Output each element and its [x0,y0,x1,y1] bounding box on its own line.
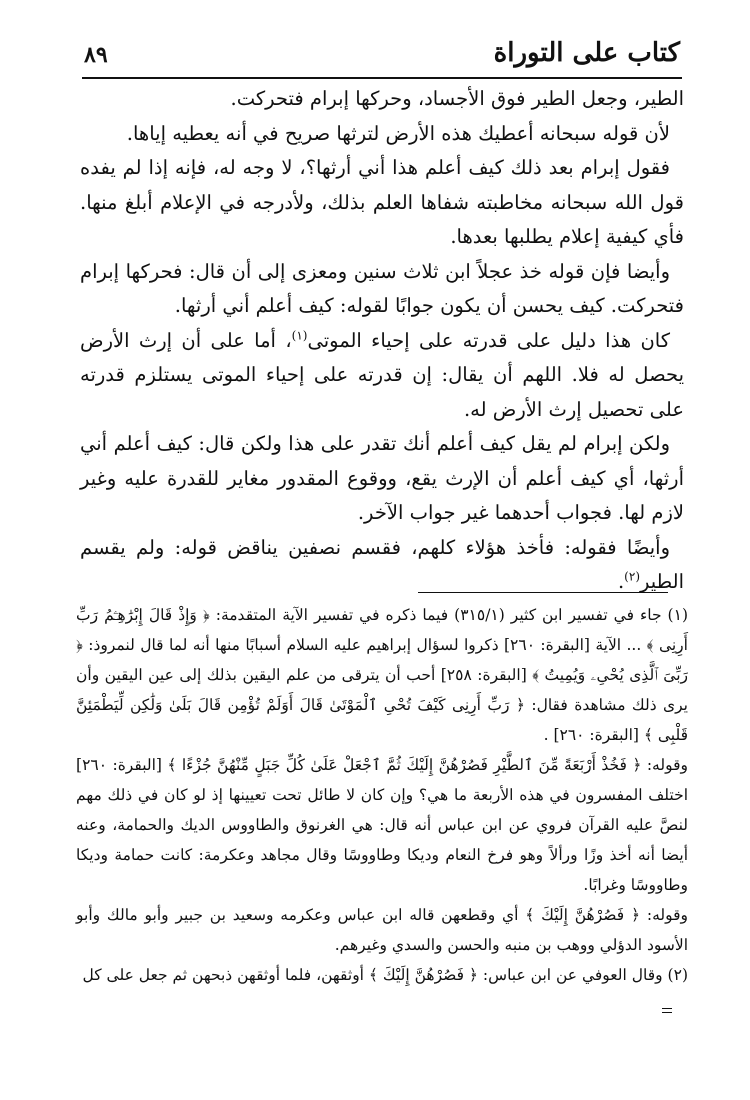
footnote: (٢) وقال العوفي عن ابن عباس: ﴿ فَصُرْهُنَّ إِلَيْكَ ﴾ أوثقهن، فلما أوثقهن ذبحهن ثم جعل على كل [82,966,688,984]
main-text [80,82,684,600]
continuation-mark [662,1012,672,1013]
footnote-ref-1[interactable]: (١) [291,328,308,342]
footnote: وقوله: ﴿ فَصُرْهُنَّ إِلَيْكَ ﴾ أي وقطعهن قاله ابن عباس وعكرمه وسعيد بن جبير وأبو مالك وأبو الأسود الدؤلي ووهب بن منبه والحسن والسدي وغيرهم. [76,906,688,954]
footnote: وقوله: ﴿ فَخُذْ أَرْبَعَةً مِّنَ ٱلطَّيْرِ فَصُرْهُنَّ إِلَيْكَ ثُمَّ ٱجْعَلْ عَلَىٰ كُلِّ جَبَلٍ مِّنْهُنَّ جُزْءًا ﴾ [البقرة: ٢٦٠] اختلف المفسرون في هذه الأربعة ما هي؟ وإن كان لا طائل تحت تعيينها إذ لو كان في ذلك مهم لنصَّ عليه القرآن فروي عن ابن عباس أنه قال: هي الغرنوق والطاووس الديك والحمامة، وعنه أيضا أنه أخذ وزًا ورألاً وهو فرخ النعام وديكا وطاووسًا وقال مجاهد وعكرمة: كانت حمامة وديكا وطاووسًا وغرابًا. [76,756,688,894]
paragraph: فقول إبرام بعد ذلك كيف أعلم هذا أني أرثها؟، لا وجه له، فإنه إذا لم يفده قول الله سبحانه مخاطبته شفاها العلم بذلك، ولأدرجه في الإعلام أبلغ منها. فأي كيفية إعلام يطلبها بعدها. [80,156,684,248]
footnote: (١) جاء في تفسير ابن كثير (٣١٥/١) فيما ذكره في تفسير الآية المتقدمة: ﴿ وَإِذْ قَالَ إِبْرَٰهِـۧمُ رَبِّ أَرِنِى ﴾ ... الآية [البقرة: ٢٦٠] ذكروا لسؤال إبراهيم عليه السلام أسبابًا منها أنه لما قال لنمروذ: ﴿ رَبِّىَ ٱلَّذِى يُحْىِۦ وَيُمِيتُ ﴾ [البقرة: ٢٥٨] أحب أن يترقى من علم اليقين بذلك إلى عين اليقين وأن يرى ذلك مشاهدة فقال: ﴿ رَبِّ أَرِنِى كَيْفَ تُحْىِ ٱلْمَوْتَىٰ قَالَ أَوَلَمْ تُؤْمِن قَالَ بَلَىٰ وَلَٰكِن لِّيَطْمَئِنَّ قَلْبِى ﴾ [البقرة: ٢٦٠] . [76,606,688,744]
paragraph: ولكن إبرام لم يقل كيف أعلم أنك تقدر على هذا ولكن قال: كيف أعلم أني أرثها، أي كيف أعلم أن الإرث يقع، ووقوع المقدور مغاير للقدرة عليه وغير لازم لها. فجواب أحدهما غير جواب الآخر. [80,432,684,524]
footnotes [76,600,688,990]
paragraph-text: وأيضًا فقوله: فأخذ هؤلاء كلهم، فقسم نصفين يناقض قوله: ولم يقسم الطير [80,535,684,593]
paragraph [80,531,684,600]
paragraph [80,324,684,428]
paragraph-text: . [617,570,625,593]
footnote-ref-2[interactable]: (٢) [624,569,640,584]
footnote-separator [418,592,668,593]
paragraph-text: كان هذا دليل على قدرته على إحياء الموتى [307,328,671,352]
page-number: ٨٩ [84,42,108,68]
header-rule [82,77,682,79]
paragraph: وأيضا فإن قوله خذ عجلاً ابن ثلاث سنين ومعزى إلى أن قال: فحركها إبرام فتحركت. كيف يحسن أن يكون جوابًا لقوله: كيف أعلم أني أرثها. [80,259,684,317]
continuation-mark [662,1008,672,1009]
paragraph: لأن قوله سبحانه أعطيك هذه الأرض لترثها صريح في أنه يعطيه إياها. [126,121,670,145]
paragraph: الطير، وجعل الطير فوق الأجساد، وحركها إبرام فتحركت. [230,87,684,110]
running-title: كتاب على التوراة [493,38,680,68]
paragraph-text: ، أما على أن إرث الأرض يحصل له فلا. اللهم أن يقال: إن قدرته على إحياء الموتى يستلزم قدرته على تحصيل إرث الأرض له. [80,328,684,421]
page-header [84,38,680,78]
